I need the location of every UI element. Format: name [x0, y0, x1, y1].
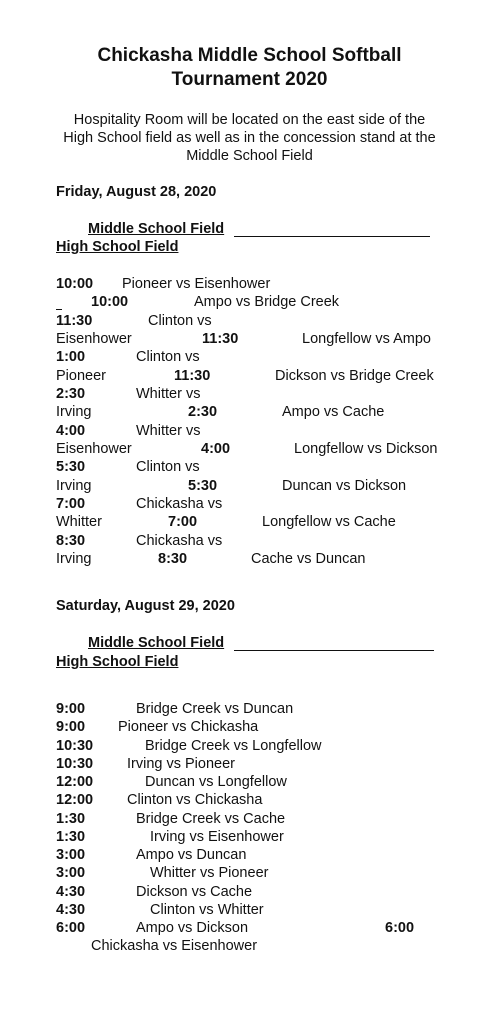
hospitality-info-line-3: Middle School Field: [186, 148, 313, 164]
game-matchup: Duncan vs Dickson: [282, 478, 407, 494]
doc-title-line-2: Tournament 2020: [171, 69, 328, 90]
game-matchup: Dickson vs Cache: [136, 884, 253, 900]
game-time: 8:30: [158, 551, 188, 567]
game-matchup: Chickasha vs: [136, 533, 223, 549]
game-matchup: Clinton vs Chickasha: [127, 792, 263, 808]
friday-date-heading: Friday, August 28, 2020: [56, 184, 217, 200]
game-time: 11:30: [174, 368, 211, 384]
game-time: 4:30: [56, 902, 86, 918]
game-matchup: Clinton vs: [136, 349, 200, 365]
game-time: 3:00: [56, 847, 86, 863]
game-time: 5:30: [188, 478, 218, 494]
game-matchup: Clinton vs: [136, 459, 200, 475]
game-matchup: Cache vs Duncan: [251, 551, 366, 567]
game-time: 10:00: [91, 294, 129, 310]
game-matchup: Whitter vs: [136, 386, 201, 402]
game-matchup: Clinton vs Whitter: [150, 902, 264, 918]
game-time: 6:00: [56, 920, 86, 936]
game-matchup: Longfellow vs Ampo: [302, 331, 431, 347]
game-time: 10:00: [56, 276, 94, 292]
game-matchup: Chickasha vs Eisenhower: [91, 938, 258, 954]
game-matchup: Longfellow vs Cache: [262, 514, 396, 530]
game-matchup: Eisenhower: [56, 441, 132, 457]
hospitality-info-line-1: Hospitality Room will be located on the east side of the: [73, 112, 426, 128]
game-time: 2:30: [56, 386, 86, 402]
game-matchup: Dickson vs Bridge Creek: [275, 368, 434, 384]
game-matchup: Irving: [56, 478, 92, 494]
game-matchup: Irving: [56, 551, 92, 567]
game-time: 9:00: [56, 719, 86, 735]
game-time: 12:00: [56, 774, 94, 790]
game-matchup: Eisenhower: [56, 331, 132, 347]
game-time: 9:00: [56, 701, 86, 717]
doc-title-line-1: Chickasha Middle School Softball: [97, 45, 402, 66]
game-matchup: Longfellow vs Dickson: [294, 441, 438, 457]
game-matchup: Whitter vs Pioneer: [150, 865, 269, 881]
saturday-middle-school-field-header: Middle School Field: [88, 635, 225, 651]
saturday-header-rule: [234, 650, 434, 651]
game-matchup: Ampo vs Dickson: [136, 920, 249, 936]
game-time: 8:30: [56, 533, 86, 549]
game-time: 6:00: [385, 920, 415, 936]
game-time: 4:00: [201, 441, 231, 457]
game-time: 1:30: [56, 829, 86, 845]
stray-underscore: [56, 309, 62, 310]
game-time: 5:30: [56, 459, 86, 475]
game-matchup: Irving: [56, 404, 92, 420]
game-time: 12:00: [56, 792, 94, 808]
game-time: 1:00: [56, 349, 86, 365]
game-time: 7:00: [168, 514, 198, 530]
game-matchup: Irving vs Pioneer: [127, 756, 235, 772]
game-matchup: Ampo vs Bridge Creek: [194, 294, 340, 310]
game-matchup: Whitter: [56, 514, 102, 530]
game-matchup: Irving vs Eisenhower: [150, 829, 284, 845]
hospitality-info-line-2: High School field as well as in the concession stand at the: [63, 130, 436, 146]
game-time: 11:30: [56, 313, 93, 329]
game-matchup: Ampo vs Cache: [282, 404, 385, 420]
friday-middle-school-field-header: Middle School Field: [88, 221, 225, 237]
game-time: 3:00: [56, 865, 86, 881]
game-time: 10:30: [56, 738, 94, 754]
game-matchup: Chickasha vs: [136, 496, 223, 512]
game-time: 7:00: [56, 496, 86, 512]
saturday-high-school-field-header: High School Field: [56, 654, 179, 670]
game-matchup: Duncan vs Longfellow: [145, 774, 287, 790]
game-time: 1:30: [56, 811, 86, 827]
game-time: 10:30: [56, 756, 94, 772]
game-matchup: Whitter vs: [136, 423, 201, 439]
game-matchup: Pioneer vs Chickasha: [118, 719, 259, 735]
game-matchup: Pioneer: [56, 368, 106, 384]
game-time: 2:30: [188, 404, 218, 420]
game-matchup: Clinton vs: [148, 313, 212, 329]
game-matchup: Bridge Creek vs Duncan: [136, 701, 294, 717]
game-matchup: Bridge Creek vs Cache: [136, 811, 286, 827]
game-time: 4:30: [56, 884, 86, 900]
game-matchup: Bridge Creek vs Longfellow: [145, 738, 322, 754]
game-matchup: Ampo vs Duncan: [136, 847, 247, 863]
game-matchup: Pioneer vs Eisenhower: [122, 276, 271, 292]
friday-header-rule: [234, 236, 430, 237]
friday-high-school-field-header: High School Field: [56, 239, 179, 255]
game-time: 4:00: [56, 423, 86, 439]
game-time: 11:30: [202, 331, 239, 347]
saturday-date-heading: Saturday, August 29, 2020: [56, 598, 235, 614]
